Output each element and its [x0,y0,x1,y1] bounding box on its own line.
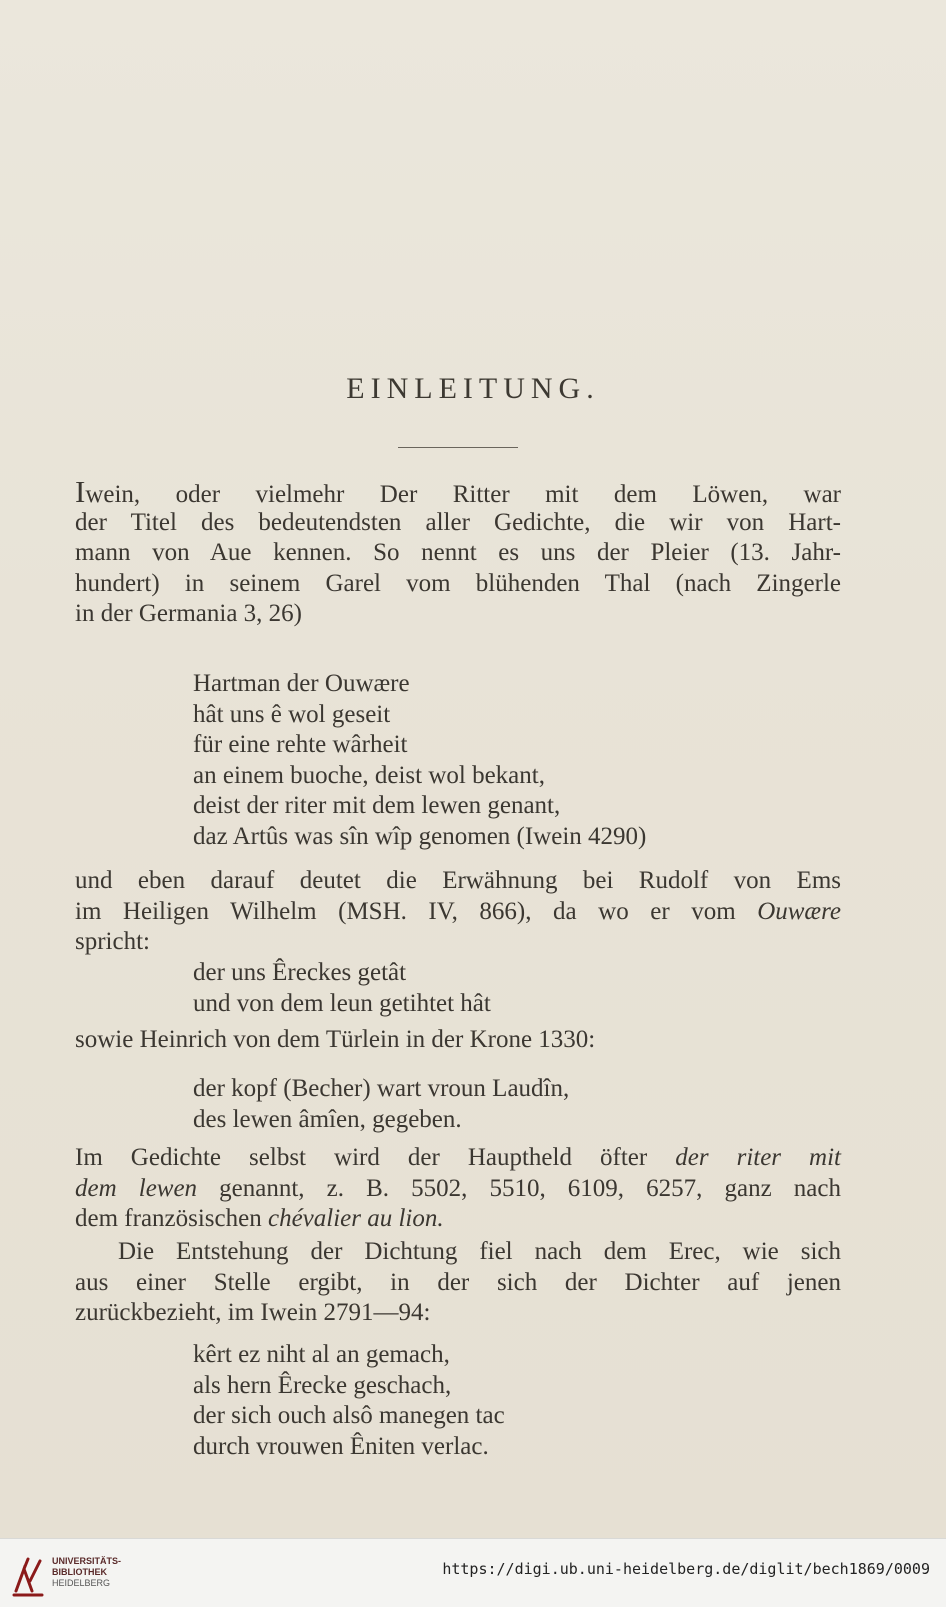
library-footer-bar [0,1538,946,1607]
verse-line: des lewen âmîen, gegeben. [193,1105,462,1133]
text-line: zurückbezieht, im Iwein 2791—94: [75,1299,431,1326]
text-line: im Heiligen Wilhelm (MSH. IV, 866), da wo er vom Ouwære [75,897,841,925]
verse-line: der sich ouch alsô manegen tac [193,1402,505,1429]
verse-line: daz Artûs was sîn wîp genomen (Iwein 4290) [193,822,647,850]
verse-quote-3 [75,1074,946,1135]
permalink-url[interactable]: https://digi.ub.uni-heidelberg.de/diglit/bech1869/0009 [442,1560,930,1578]
text-line: sowie Heinrich von dem Türlein in der Krone 1330: [75,1026,596,1053]
verse-quote-1 [75,669,946,852]
verse-line: als hern Êrecke geschach, [193,1371,452,1399]
text-line: spricht: [75,928,150,955]
paragraph-5 [75,1237,841,1329]
text-line: dem lewen genannt, z. B. 5502, 5510, 6109, 6257, ganz nach [75,1174,841,1202]
text-line: mann von Aue kennen. So nennt es uns der Pleier (13. Jahr- [75,539,841,566]
heading-rule [398,447,518,448]
verse-quote-2 [75,958,946,1019]
verse-line: und von dem leun getihtet hât [193,989,491,1017]
paragraph-2 [75,866,841,958]
text-line: und eben darauf deutet die Erwähnung bei Rudolf von Ems [75,867,841,894]
verse-line: kêrt ez niht al an gemach, [193,1341,450,1368]
text-line: der Titel des bedeutendsten aller Gedichte, die wir von Hart- [75,508,841,536]
verse-line: an einem buoche, deist wol bekant, [193,761,545,789]
verse-line: der kopf (Becher) wart vroun Laudîn, [193,1075,570,1102]
text-line: Die Entstehung der Dichtung fiel nach dem Erec, wie sich [118,1238,841,1265]
verse-line: deist der riter mit dem lewen genant, [193,792,561,819]
library-logo-text: UNIVERSITÄTS- BIBLIOTHEK HEIDELBERG [52,1556,122,1588]
text-line: dem französischen chévalier au lion. [75,1205,444,1232]
text-line: in der Germania 3, 26) [75,600,303,627]
verse-line: hât uns ê wol geseit [193,700,391,728]
chapter-heading: EINLEITUNG. [346,372,600,405]
paragraph-4 [75,1143,841,1235]
heidelberg-library-logo-icon [10,1551,46,1599]
text-line: Im Gedichte selbst wird der Hauptheld öfter der riter mit [75,1144,842,1171]
initial-letter: I [75,474,86,509]
text-line: aus einer Stelle ergibt, in der sich der Dichter auf jenen [75,1268,841,1296]
verse-line: Hartman der Ouwære [193,670,410,697]
paragraph-3 [75,1025,841,1056]
verse-line: für eine rehte wârheit [193,731,408,758]
verse-line: der uns Êreckes getât [193,959,407,986]
verse-line: durch vrouwen Êniten verlac. [193,1432,489,1460]
text-line: hundert) in seinem Garel vom blühenden Thal (nach Zingerle [75,569,841,597]
verse-quote-4 [75,1340,946,1462]
paragraph-1 [75,474,841,630]
text-line: Iwein, oder vielmehr Der Ritter mit dem Löwen, war [75,474,841,509]
